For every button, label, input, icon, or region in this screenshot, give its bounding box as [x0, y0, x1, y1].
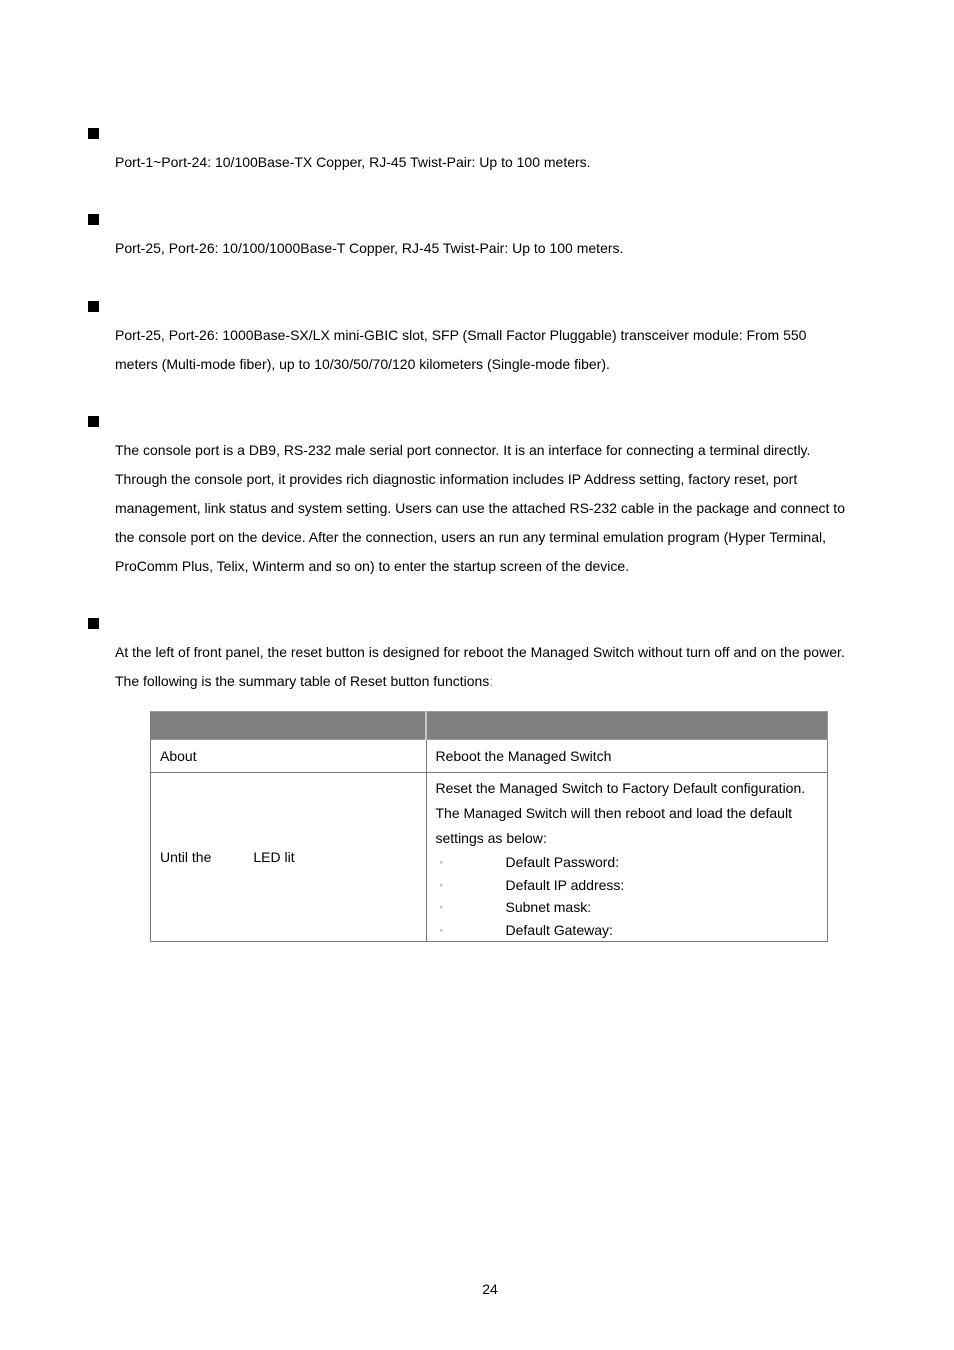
section-paragraph [115, 638, 875, 696]
function-cell: Reboot the Managed Switch [426, 740, 828, 773]
section-paragraph [115, 148, 875, 177]
paragraph-line [115, 667, 875, 696]
paragraph-line-text: The following is the summary table of Reset button functions [115, 673, 490, 689]
table-row [151, 740, 828, 773]
function-line: The Managed Switch will then reboot and load the default [435, 805, 792, 821]
paragraph-line: the console port on the device. After the connection, users an run any terminal emulation program (Hyper Terminal, [115, 529, 827, 545]
duration-cell [151, 773, 427, 942]
list-item [436, 851, 819, 874]
square-bullet-icon [88, 618, 99, 629]
paragraph-line: Port-25, Port-26: 1000Base-SX/LX mini-GBIC slot, SFP (Small Factor Pluggable) transceiver module: From 550 [115, 327, 807, 343]
square-bullet-icon [88, 214, 99, 225]
function-cell [426, 773, 828, 942]
duration-prefix: Until the [160, 849, 212, 865]
default-setting-label: Default Password: [505, 854, 620, 870]
list-item [436, 874, 819, 897]
default-setting-label: Default Gateway: [505, 921, 613, 938]
section-paragraph [115, 234, 875, 263]
list-item [436, 919, 819, 942]
list-item [436, 896, 819, 919]
paragraph-line: management, link status and system setting. Users can use the attached RS-232 cable in the package and connect to [115, 500, 845, 516]
function-line: settings as below: [435, 830, 547, 846]
table-row [151, 773, 828, 942]
table-header-row [151, 712, 828, 740]
circle-bullet-icon: ◦ [439, 879, 443, 890]
paragraph-line: Through the console port, it provides rich diagnostic information includes IP Address setting, factory reset, port [115, 471, 798, 487]
paragraph-line: ProComm Plus, Telix, Winterm and so on) to enter the startup screen of the device. [115, 558, 630, 574]
circle-bullet-icon: ◦ [439, 902, 443, 912]
duration-cell: About [151, 740, 427, 773]
reset-function-table [150, 711, 828, 942]
default-setting-label: Default IP address: [505, 876, 625, 893]
table-header-cell [426, 712, 828, 740]
default-settings-list [436, 851, 819, 941]
paragraph-line: meters (Multi-mode fiber), up to 10/30/50/70/120 kilometers (Single-mode fiber). [115, 356, 610, 372]
section-paragraph [115, 436, 875, 581]
paragraph-line: The console port is a DB9, RS-232 male serial port connector. It is an interface for connecting a terminal directly. [115, 442, 811, 458]
page-number: 24 [482, 1281, 498, 1297]
paragraph-line: Port-25, Port-26: 10/100/1000Base-T Copper, RJ-45 Twist-Pair: Up to 100 meters. [115, 240, 624, 256]
circle-bullet-icon: ◦ [439, 857, 443, 867]
circle-bullet-icon: ◦ [439, 924, 443, 935]
table-header-cell [151, 712, 427, 740]
trailing-colon: : [489, 673, 494, 689]
default-setting-label: Subnet mask: [505, 899, 592, 915]
square-bullet-icon [88, 301, 99, 312]
function-line: Reset the Managed Switch to Factory Default configuration. [435, 780, 806, 796]
paragraph-line: At the left of front panel, the reset button is designed for reboot the Managed Switch without turn off and on the power. [115, 644, 845, 660]
square-bullet-icon [88, 128, 99, 139]
square-bullet-icon [88, 416, 99, 427]
paragraph-line: Port-1~Port-24: 10/100Base-TX Copper, RJ-45 Twist-Pair: Up to 100 meters. [115, 154, 591, 170]
duration-suffix: LED lit [253, 849, 295, 865]
section-paragraph [115, 321, 875, 379]
